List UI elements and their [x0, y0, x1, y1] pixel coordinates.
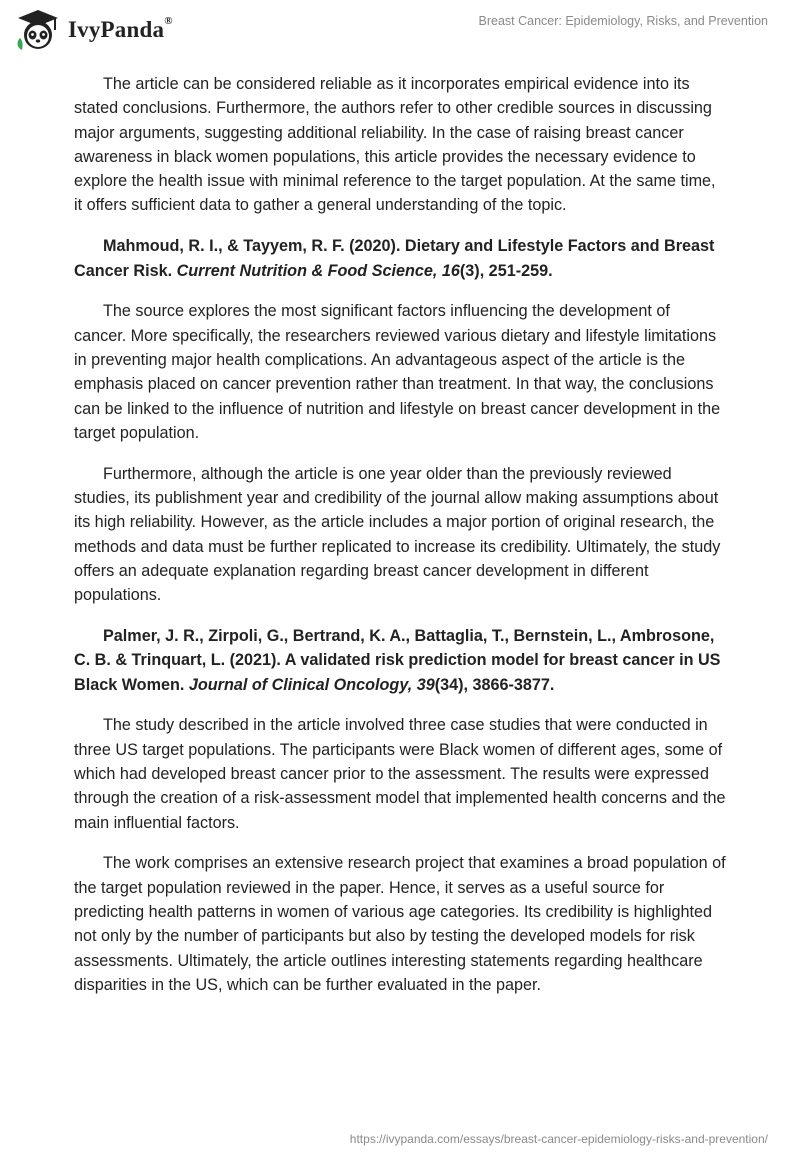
document-title: Breast Cancer: Epidemiology, Risks, and Prevention	[478, 14, 768, 28]
paragraph: The source explores the most significant factors influencing the development of cancer. More specifically, the researchers reviewed various dietary and lifestyle limitations in preventing major health complications. An advantageous aspect of the article is the emphasis placed on cancer prevention rather than treatment. In that way, the conclusions can be linked to the influence of nutrition and lifestyle on breast cancer development in the target population.	[74, 302, 721, 442]
panda-graduate-icon	[14, 8, 62, 52]
brand-name: IvyPanda®	[68, 15, 173, 42]
ivypanda-logo[interactable]	[14, 8, 173, 52]
source-url-link[interactable]: https://ivypanda.com/essays/breast-cancer-epidemiology-risks-and-prevention/	[349, 1132, 768, 1146]
paragraph: Furthermore, although the article is one year older than the previously reviewed studies, its publishment year and credibility of the journal allow making assumptions about its high reliability. However, as the article includes a major portion of original research, the methods and data must be further replicated to increase its credibility. Ultimately, the study offers an adequate explanation regarding breast cancer development in different populations.	[74, 464, 721, 605]
paragraph: The article can be considered reliable as it incorporates empirical evidence into its stated conclusions. Furthermore, the authors refer to other credible sources in discussing major arguments, suggesting additional reliability. In the case of raising breast cancer awareness in black women populations, this article provides the necessary evidence to explore the health issue with minimal reference to the target population. At the same time, it offers sufficient data to gather a general understanding of the topic.	[74, 75, 716, 215]
page-header	[0, 0, 800, 60]
reference-entry: Palmer, J. R., Zirpoli, G., Bertrand, K. A., Battaglia, T., Bernstein, L., Ambrosone, C. B. & Trinquart, L. (2021). A validated risk prediction model for breast cancer in US Black Women. Journal of Clinical Oncology, 39(34), 3866-3877.	[74, 626, 721, 694]
reference-entry: Mahmoud, R. I., & Tayyem, R. F. (2020). Dietary and Lifestyle Factors and Breast Cancer Risk. Current Nutrition & Food Science, 16(3), 251-259.	[74, 237, 715, 280]
paragraph: The study described in the article involved three case studies that were conducted in three US target populations. The participants were Black women of different ages, some of which had developed breast cancer prior to the assessment. The results were expressed through the creation of a risk-assessment model that implemented health concerns and the main influential factors.	[74, 716, 726, 832]
paragraph: The work comprises an extensive research project that examines a broad population of the target population reviewed in the paper. Hence, it serves as a useful source for predicting health patterns in women of various age categories. Its credibility is highlighted not only by the number of participants but also by testing the developed models for risk assessments. Ultimately, the article outlines interesting statements regarding healthcare disparities in the US, which can be further evaluated in the paper.	[74, 854, 726, 994]
essay-body	[74, 72, 726, 1014]
